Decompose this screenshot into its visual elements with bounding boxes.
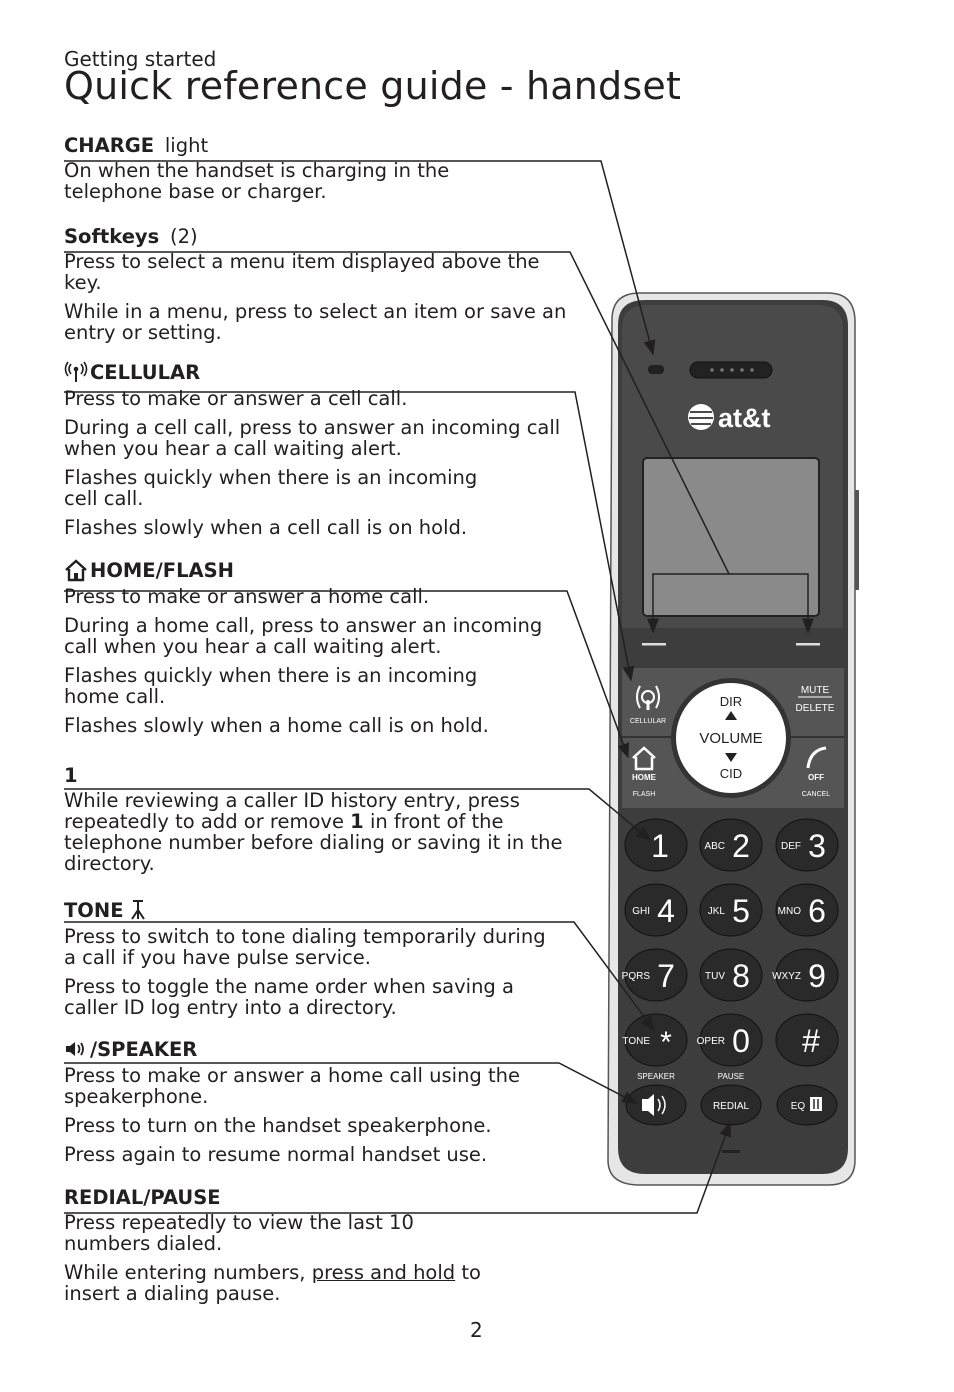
entry-speaker-text-3: Press again to resume normal handset use. — [64, 1143, 488, 1166]
entry-speaker-text-1: Press to make or answer a home call using the speakerphone. — [64, 1064, 521, 1108]
entry-home-text-3: Flashes quickly when there is an incoming home call. — [64, 664, 478, 708]
entry-softkeys-text-2: While in a menu, press to select an item or save an entry or setting. — [64, 300, 567, 344]
entry-one-text-a: While reviewing a caller ID history entry, press repeatedly to add or remove — [64, 789, 520, 833]
key-letters: MNO — [777, 906, 801, 917]
redial-key-label: REDIAL — [712, 1101, 750, 1112]
entry-redial-text-2a: While entering numbers, — [64, 1261, 312, 1284]
softkey-right[interactable] — [796, 643, 820, 646]
key-letters: OPER — [696, 1036, 725, 1047]
key-letters: TONE — [622, 1036, 650, 1047]
key-digit: 1 — [651, 828, 669, 864]
softkey-left[interactable] — [642, 643, 666, 646]
key-5[interactable] — [700, 884, 762, 936]
page-title: Quick reference guide - handset — [64, 64, 682, 108]
entry-redial-text-1: Press repeatedly to view the last 10 numbers dialed. — [64, 1211, 414, 1255]
entry-softkeys-text-1: Press to select a menu item displayed above the key. — [64, 250, 540, 294]
key-digit: * — [660, 1026, 672, 1059]
att-logo — [688, 403, 771, 433]
entry-redial-text-2b: press and hold — [311, 1261, 456, 1284]
key-letters: WXYZ — [772, 971, 801, 982]
entry-home-text-2: During a home call, press to answer an incoming call when you hear a call waiting alert. — [64, 614, 543, 658]
key-8[interactable] — [700, 949, 762, 1001]
entry-redial-head: REDIAL/PAUSE — [64, 1186, 221, 1209]
off-key-label: OFF — [808, 773, 824, 782]
key-digit: # — [802, 1023, 820, 1059]
nav-volume: VOLUME — [699, 730, 763, 747]
entry-speaker-head: /SPEAKER — [90, 1037, 198, 1061]
key-digit: 5 — [732, 893, 750, 929]
pause-key-label: PAUSE — [717, 1072, 745, 1081]
key-letters: GHI — [632, 906, 650, 917]
key-letters: PQRS — [621, 971, 650, 982]
entry-cellular-text-2: During a cell call, press to answer an incoming call when you hear a call waiting alert. — [64, 416, 561, 460]
key-2[interactable] — [700, 819, 762, 871]
entry-charge-head: CHARGE — [64, 134, 155, 157]
key-pound[interactable] — [776, 1014, 838, 1066]
handset-screen — [643, 458, 819, 616]
key-3[interactable] — [776, 819, 838, 871]
entry-home-text-4: Flashes slowly when a home call is on hold. — [64, 714, 489, 737]
entry-tone-text-1: Press to switch to tone dialing temporarily during a call if you have pulse service. — [64, 925, 546, 969]
eq-key[interactable] — [777, 1085, 837, 1125]
mute-label: MUTE — [800, 685, 830, 696]
key-digit: 3 — [808, 828, 826, 864]
key-digit: 7 — [657, 958, 675, 994]
entry-one-text-c: in front of the telephone number before dialing or saving it in the directory. — [64, 810, 563, 875]
eq-key-label: EQ — [790, 1101, 806, 1112]
entry-tone-head: TONE — [64, 898, 124, 922]
entry-cellular-text-4: Flashes slowly when a cell call is on hold. — [64, 516, 468, 539]
key-digit: 0 — [732, 1023, 750, 1059]
key-digit: 8 — [732, 958, 750, 994]
entry-one-head: 1 — [64, 764, 78, 787]
brand-text: at&t — [718, 403, 771, 433]
key-letters: ABC — [704, 841, 725, 852]
key-digit: 9 — [808, 958, 826, 994]
entry-cellular-text-1: Press to make or answer a cell call. — [64, 387, 408, 410]
key-4[interactable] — [625, 884, 687, 936]
entry-one-text-b: 1 — [350, 810, 364, 833]
entry-tone-text-2: Press to toggle the name order when saving a caller ID log entry into a directory. — [64, 975, 514, 1019]
section-label: Getting started — [64, 47, 217, 71]
key-letters: JKL — [707, 906, 725, 917]
entry-softkeys-head: Softkeys — [64, 225, 160, 248]
key-letters: DEF — [781, 841, 801, 852]
nav-cid: CID — [719, 766, 743, 781]
speaker-key-label: SPEAKER — [637, 1072, 675, 1081]
key-6[interactable] — [776, 884, 838, 936]
home-key-label: HOME — [632, 773, 656, 782]
entry-softkeys-suffix: (2) — [170, 225, 198, 248]
key-digit: 4 — [657, 893, 675, 929]
entry-charge-text: On when the handset is charging in the telephone base or charger. — [64, 159, 450, 203]
cancel-key-label: CANCEL — [801, 791, 831, 798]
cellular-key-label: CELLULAR — [629, 718, 667, 725]
entry-home-text-1: Press to make or answer a home call. — [64, 585, 430, 608]
entry-cellular-head: CELLULAR — [90, 360, 201, 384]
key-digit: 6 — [808, 893, 826, 929]
entry-home-head: HOME/FLASH — [90, 558, 234, 582]
key-digit: 2 — [732, 828, 750, 864]
delete-label: DELETE — [795, 703, 835, 714]
nav-dir: DIR — [719, 694, 743, 709]
entry-speaker-text-2: Press to turn on the handset speakerphone. — [64, 1114, 492, 1137]
page-number: 2 — [470, 1318, 483, 1342]
key-letters: TUV — [705, 971, 725, 982]
entry-redial-text-2c: to insert a dialing pause. — [64, 1261, 481, 1305]
flash-key-label: FLASH — [632, 791, 656, 798]
charge-light — [648, 365, 664, 374]
entry-charge-suffix: light — [164, 134, 209, 157]
entry-cellular-text-3: Flashes quickly when there is an incoming cell call. — [64, 466, 478, 510]
